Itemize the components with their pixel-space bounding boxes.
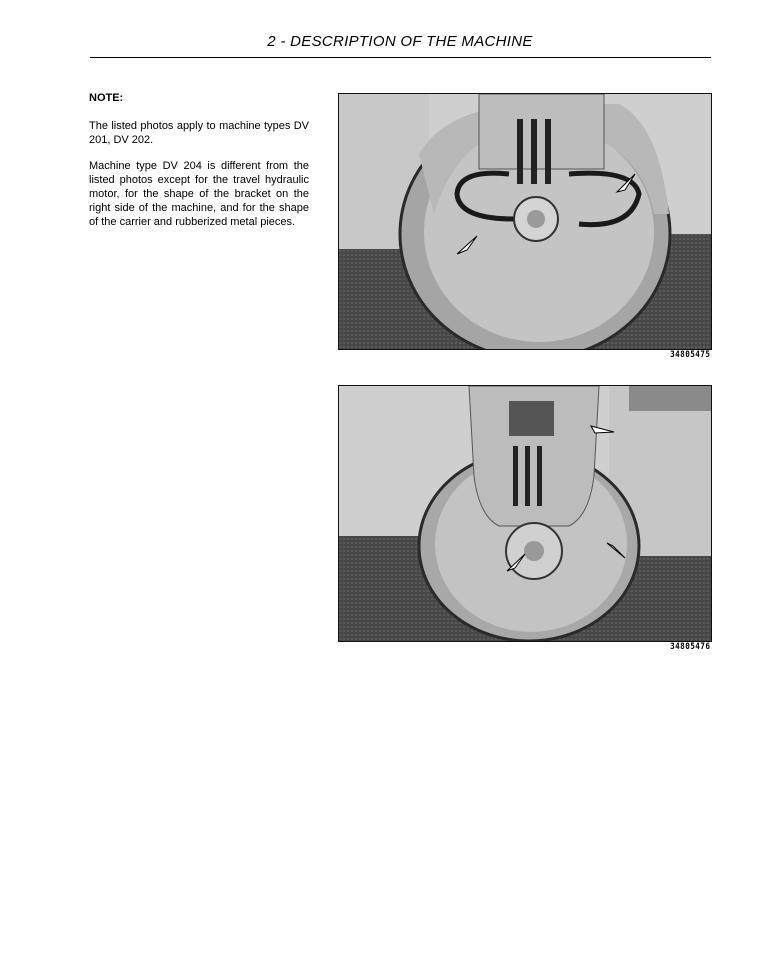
note-paragraph-2: Machine type DV 204 is different from the listed photos except for the travel hydraulic motor, for the shape of the bracket on the right side of the machine, and for the shape of the carrier and rubberized metal pieces.: [89, 160, 309, 228]
note-paragraph-1: The listed photos apply to machine types DV 201, DV 202.: [89, 120, 309, 146]
photo-2-caption: 34805476: [669, 642, 710, 652]
photo-drum-hoses: [338, 93, 712, 350]
photo-drum-bracket: [338, 385, 712, 642]
photo-1-caption: 34805475: [669, 350, 710, 360]
header-rule: [90, 57, 711, 58]
note-heading: NOTE:: [89, 92, 124, 104]
page-header-title: 2 - DESCRIPTION OF THE MACHINE: [267, 33, 533, 50]
